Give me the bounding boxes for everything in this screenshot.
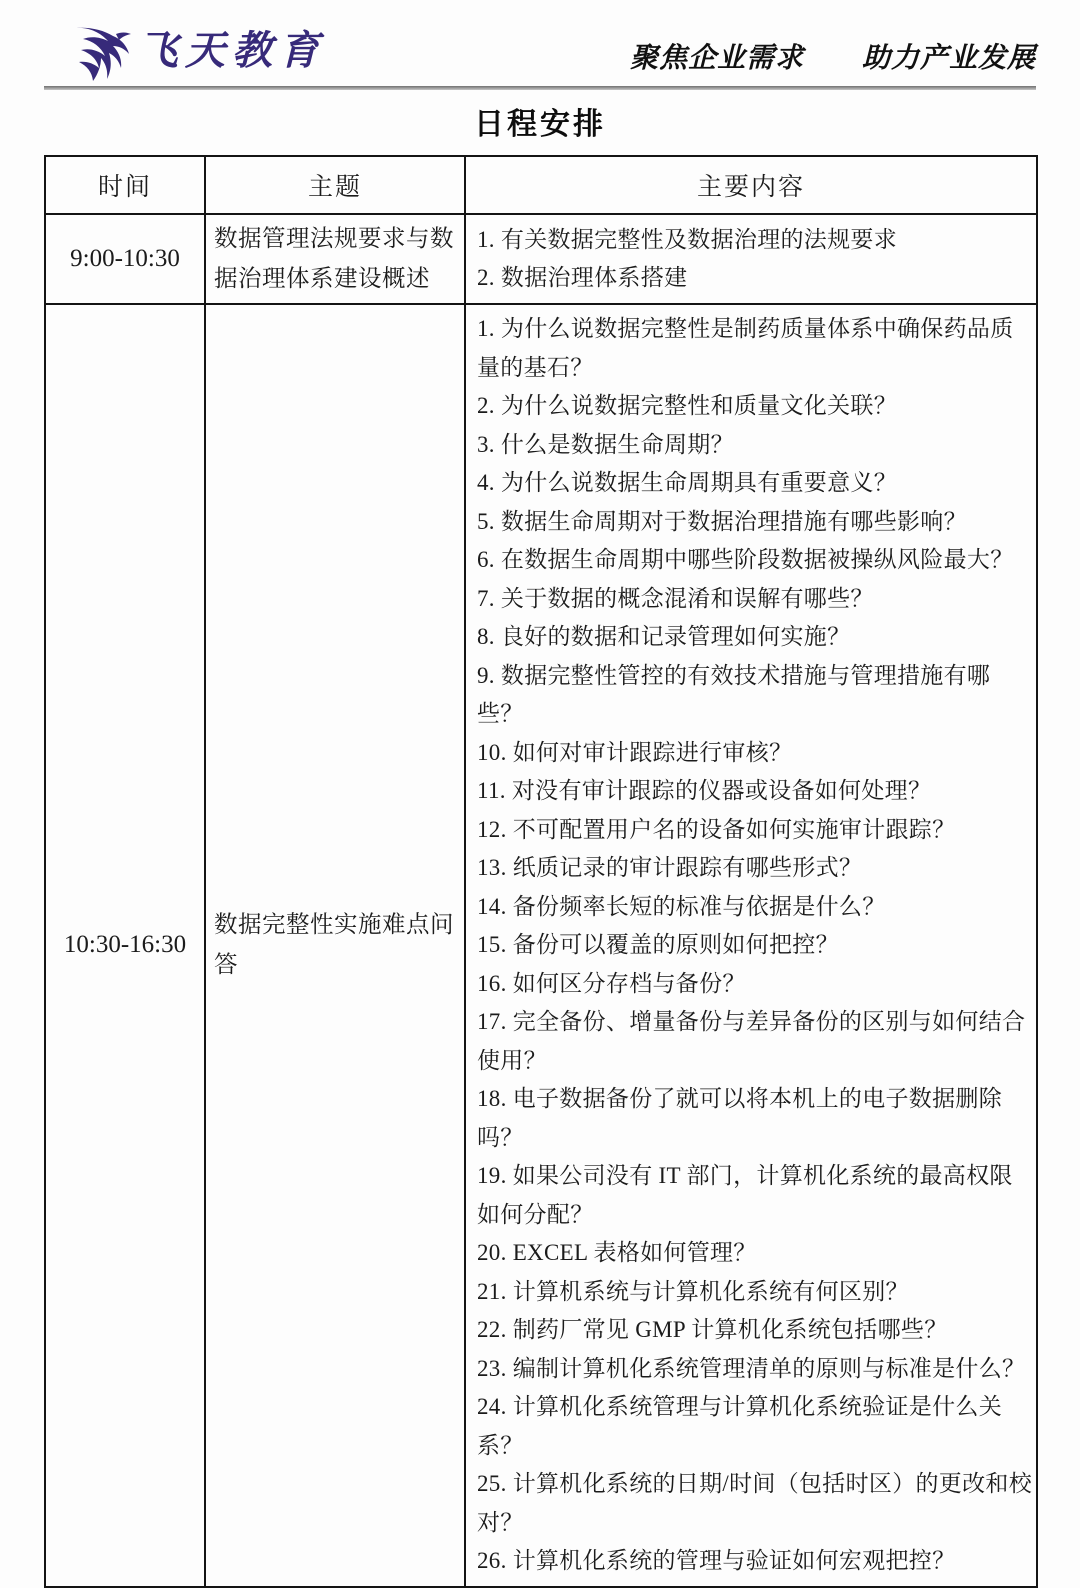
content-item: 2. 为什么说数据完整性和质量文化关联？ — [477, 393, 897, 418]
table-row-morning-session — [45, 214, 1037, 304]
content-item: 20. EXCEL 表格如何管理？ — [477, 1240, 757, 1265]
content-item: 14. 备份频率长短的标准与依据是什么？ — [477, 893, 886, 919]
content-item: 26. 计算机化系统的管理与验证如何宏观把控？ — [477, 1548, 956, 1573]
content-cell — [465, 214, 1037, 304]
content-item: 22. 制药厂常见 GMP 计算机化系统包括哪些？ — [477, 1317, 948, 1342]
logo-text: 飞天教育 — [138, 28, 326, 73]
content-item: 12. 不可配置用户名的设备如何实施审计跟踪？ — [477, 816, 956, 842]
content-cell — [465, 304, 1037, 1587]
content-item: 15. 备份可以覆盖的原则如何把控？ — [477, 932, 839, 957]
table-header-row — [45, 156, 1037, 214]
header-divider — [44, 86, 1036, 90]
content-item: 17. 完全备份、增量备份与差异备份的区别与如何结合使用？ — [477, 1009, 1026, 1073]
content-item: 2. 数据治理体系搭建 — [477, 265, 688, 290]
content-item: 16. 如何区分存档与备份？ — [477, 970, 746, 996]
content-item: 25. 计算机化系统的日期/时间（包括时区）的更改和校对？ — [477, 1471, 1032, 1535]
content-item: 10. 如何对审计跟踪进行审核？ — [477, 739, 793, 765]
time-cell: 9:00-10:30 — [45, 214, 205, 304]
slogan-right: 助力产业发展 — [861, 42, 1036, 73]
content-list — [477, 221, 1032, 298]
content-item: 4. 为什么说数据生命周期具有重要意义？ — [477, 470, 897, 495]
slogan — [630, 36, 1036, 84]
topic-cell: 数据完整性实施难点问答 — [205, 304, 465, 1587]
content-item: 7. 关于数据的概念混淆和误解有哪些？ — [477, 585, 874, 611]
content-list — [477, 310, 1032, 1581]
content-item: 1. 有关数据完整性及数据治理的法规要求 — [477, 226, 897, 252]
content-item: 8. 良好的数据和记录管理如何实施？ — [477, 624, 851, 649]
time-cell: 10:30-16:30 — [45, 304, 205, 1587]
content-item: 19. 如果公司没有 IT 部门，计算机化系统的最高权限如何分配？ — [477, 1163, 1013, 1227]
page-title: 日程安排 — [474, 108, 606, 141]
schedule-table — [44, 155, 1038, 1588]
topic-cell: 数据管理法规要求与数据治理体系建设概述 — [205, 214, 465, 304]
column-header-time: 时间 — [45, 156, 205, 214]
content-item: 1. 为什么说数据完整性是制药质量体系中确保药品质量的基石？ — [477, 316, 1014, 380]
content-item: 11. 对没有审计跟踪的仪器或设备如何处理？ — [477, 778, 932, 803]
content-item: 3. 什么是数据生命周期？ — [477, 431, 734, 457]
flying-bird-icon — [72, 26, 134, 84]
logo — [72, 26, 326, 84]
content-item: 21. 计算机系统与计算机化系统有何区别？ — [477, 1278, 909, 1304]
column-header-topic: 主题 — [205, 156, 465, 214]
content-item: 13. 纸质记录的审计跟踪有哪些形式？ — [477, 855, 863, 880]
masthead — [44, 26, 1036, 84]
content-item: 9. 数据完整性管控的有效技术措施与管理措施有哪些？ — [477, 662, 991, 726]
slogan-left: 聚焦企业需求 — [629, 42, 804, 73]
column-header-content: 主要内容 — [465, 156, 1037, 214]
content-item: 23. 编制计算机化系统管理清单的原则与标准是什么？ — [477, 1355, 1026, 1381]
content-item: 18. 电子数据备份了就可以将本机上的电子数据删除吗？ — [477, 1086, 1002, 1150]
table-row-qa-session — [45, 304, 1037, 1587]
content-item: 5. 数据生命周期对于数据治理措施有哪些影响？ — [477, 508, 967, 534]
content-item: 24. 计算机化系统管理与计算机化系统验证是什么关系？ — [477, 1394, 1002, 1458]
content-item: 6. 在数据生命周期中哪些阶段数据被操纵风险最大？ — [477, 547, 1014, 572]
